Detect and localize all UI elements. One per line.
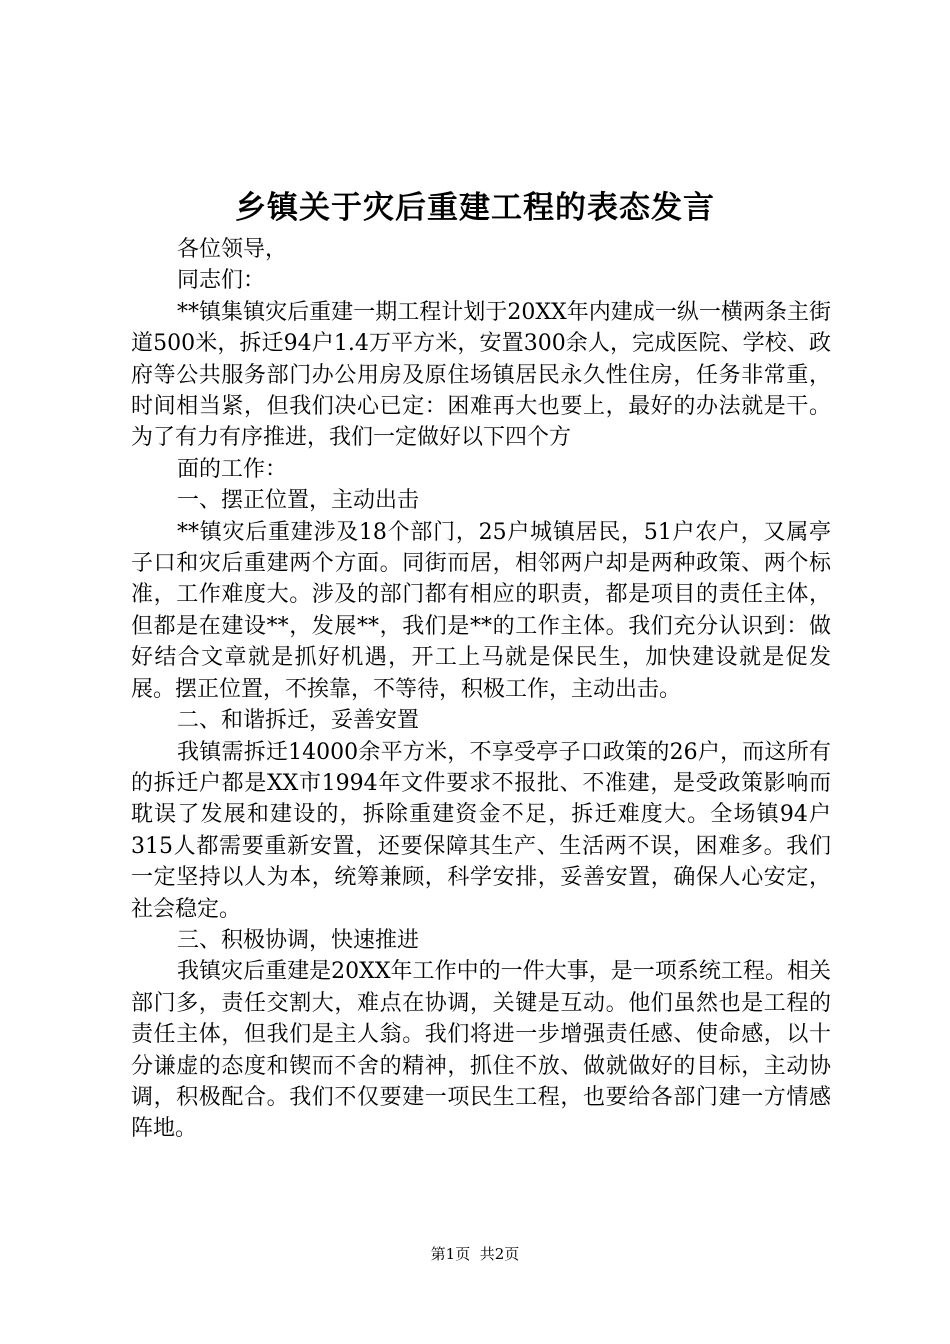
page-total: 共2页 [479,1245,520,1263]
section-paragraph-3: 我镇灾后重建是20XX年工作中的一件大事，是一项系统工程。相关部门多，责任交割大，难点在协调，关键是互动。他们虽然也是工程的责任主体，但我们是主人翁。我们将进一步增强责任感、使命感，以十分谦虚的态度和锲而不舍的精神，抓住不放、做就做好的目标，主动协调，积极配合。我们不仅要建一项民生工程，也要给各部门建一方情感阵地。 [131,959,831,1142]
intro-continuation: 面的工作： [177,456,288,482]
section-paragraph-1: **镇灾后重建涉及18个部门，25户城镇居民，51户农户，又属亭子口和灾后重建两个方面。同街而居，相邻两户却是两种政策、两个标准，工作难度大。涉及的部门都有相应的职责，都是项目的责任主体，但都是在建设**，发展**，我们是**的工作主体。我们充分认识到：做好结合文章就是抓好机遇，开工上马就是保民生，加快建设就是促发展。摆正位置，不挨靠，不等待，积极工作，主动出击。 [131,519,831,702]
salutation-leaders: 各位领导， [177,237,288,262]
document-body [131,234,831,1145]
section-heading-2: 二、和谐拆迁，妥善安置 [177,708,420,734]
intro-paragraph: **镇集镇灾后重建一期工程计划于20XX年内建成一纵一横两条主街道500米，拆迁94户1.4万平方米，安置300余人，完成医院、学校、政府等公共服务部门办公用房及原住场镇居民永久性住房，任务非常重，时间相当紧，但我们决心已定：困难再大也要上，最好的办法就是干。为了有力有序推进，我们一定做好以下四个方 [131,299,831,451]
section-paragraph-2: 我镇需拆迁14000余平方米，不享受亭子口政策的26户，而这所有的拆迁户都是XX市1994年文件要求不报批、不准建，是受政策影响而耽误了发展和建设的，拆除重建资金不足，拆迁难度大。全场镇94户315人都需要重新安置，还要保障其生产、生活两不误，困难多。我们一定坚持以人为本，统筹兼顾，科学安排，妥善安置，确保人心安定，社会稳定。 [131,739,831,922]
document-title: 乡镇关于灾后重建工程的表态发言 [235,190,715,226]
salutation-comrades: 同志们： [177,268,266,294]
section-heading-1: 一、摆正位置，主动出击 [177,488,420,514]
page-number: 第1页 [430,1245,471,1263]
section-heading-3: 三、积极协调，快速推进 [177,927,420,953]
page-footer [0,1243,950,1265]
